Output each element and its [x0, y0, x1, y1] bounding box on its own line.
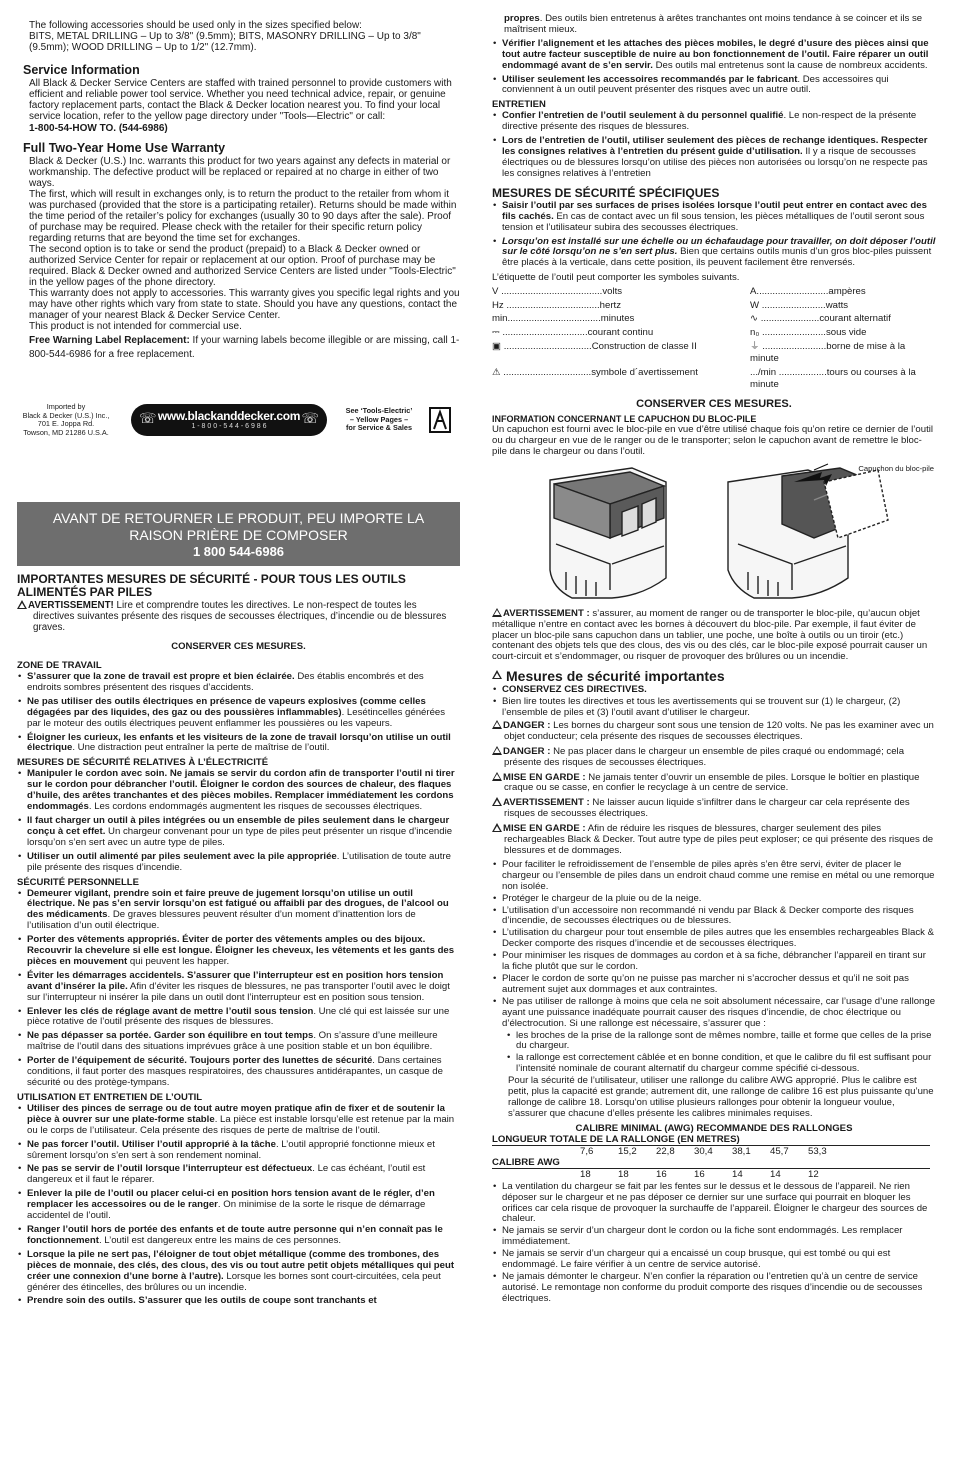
list-item: • Utiliser seulement les accessoires recommandés par le fabricant. Des accessoires qui conviennent à un outil peuvent présenter des risques avec un autre outil. — [492, 75, 936, 97]
symbol-earth: ⏚ ........................borne de mise à la minute — [750, 340, 906, 365]
book-icon — [429, 407, 451, 433]
right-column — [492, 0, 936, 1475]
warranty-p4: This warranty does not apply to accessories. This warranty gives you specific legal rights and you may have other rights which vary from state to state. Should you have any questions, contact the manager of your nearest Black & Decker Service Center. — [29, 288, 460, 321]
list-item: • CONSERVEZ CES DIRECTIVES. — [492, 685, 936, 696]
entretien-list — [492, 111, 936, 179]
table-cell: 12 — [808, 1168, 819, 1180]
label-replacement-text: If your warning labels become illegible or are missing, call 1-800-544-6986 for a free replacement. — [29, 335, 460, 360]
return-banner — [17, 502, 460, 566]
banner-line2: RAISON PRIÈRE DE COMPOSER — [129, 527, 348, 543]
list-item: • Ne pas dépasser sa portée. Garder son équilibre en tout temps. On s’assure d’une meilleure maîtrise de l’outil dans des situations imprévues grâce à une position stable et un bon équilibre. — [17, 1031, 460, 1053]
avertissement — [17, 600, 460, 633]
awg-title: CALIBRE MINIMAL (AWG) RECOMMANDE DES RALLONGES — [575, 1122, 853, 1134]
list-item: • Saisir l’outil par ses surfaces de prises isolées lorsque l’outil peut entrer en contact avec des fils cachés. En cas de contact avec un fil sous tension, les pièces métalliques de l’outil seront sous tension et l’utilisateur subira des secousses électriques. — [492, 201, 936, 234]
symbol-hertz: Hz ...................................hertz — [492, 299, 622, 311]
list-item: • Porter des vêtements appropriés. Éviter de porter des vêtements amples ou des bijoux. Recouvrir la chevelure si elle est longue. Éloigner les cheveux, les vêtements et les gants des pièces en mouvement qui peuvent les happer. — [17, 935, 460, 968]
logo-phone: 1 - 8 0 0 - 5 4 4 - 6 9 8 6 — [191, 422, 267, 430]
symbol-dc: ⎓ ................................courant continu — [492, 327, 654, 338]
table-cell: 7,6 — [580, 1145, 594, 1157]
entretien-title: ENTRETIEN — [492, 99, 546, 111]
list-item: • Éviter les démarrages accidentels. S’assurer que l’interrupteur est en position hors tension avant d’insérer la pile. Afin d’éviter les risques de blessures, ne pas transporter l’outil avec le doigt sur l’interrupteur ni insérer la pile dans un outil dont l’interrupteur est en position sous tension. — [17, 971, 460, 1004]
final-list — [492, 1182, 936, 1305]
table-cell: 16 — [694, 1168, 705, 1180]
banner-line1: AVANT DE RETOURNER LE PRODUIT, PEU IMPORTE LA — [52, 510, 425, 526]
mesures-title-text: Mesures de sécurité importantes — [506, 668, 725, 685]
warning-icon — [17, 600, 27, 609]
awg-calibre-label: CALIBRE AWG — [492, 1157, 930, 1169]
awg-paragraph: Pour la sécurité de l’utilisateur, utiliser une rallonge du calibre AWG approprié. Plus le calibre est petit, plus la capacité est grande; autrement dit, une rallonge de calibre 16 est plus puissante qu’une rallonge de calibre 18. Lorsqu’on utilise plusieurs rallonges pour obtenir la longueur voulue, s’assurer que chacune d’elles présente les calibres minimales requises. — [508, 1075, 934, 1119]
list-item: • Enlever les clés de réglage avant de mettre l’outil sous tension. Une clé qui est laissée sur une pièce rotative de l’outil présente des risques de blessures. — [17, 1007, 460, 1029]
continued-text: propres. Des outils bien entretenus à arêtes tranchantes ont moins tendance à se coincer et ils se maîtrisent mieux. — [504, 13, 923, 35]
perso-title: SÉCURITÉ PERSONNELLE — [17, 876, 139, 888]
util-list — [17, 1104, 460, 1307]
list-item: • S’assurer que la zone de travail est propre et bien éclairée. Des établis encombrés et des endroits sombres présentent des risques d’accidents. — [17, 672, 460, 694]
logo-url: www.blackanddecker.com — [157, 408, 301, 423]
avert-bold: AVERTISSEMENT! — [28, 600, 114, 611]
list-item: • Ne pas forcer l’outil. Utiliser l’outil approprié à la tâche. L’outil approprié fonctionne mieux et sûrement lorsqu’on s’en sert à son rendement nominal. — [17, 1140, 460, 1162]
table-cell: 15,2 — [618, 1145, 637, 1157]
left-column — [17, 0, 460, 1475]
table-cell: 14 — [732, 1168, 743, 1180]
top-list — [492, 39, 936, 97]
imported-by: Imported by Black & Decker (U.S.) Inc., 701 E. Joppa Rd. Towson, MD 21286 U.S.A. — [22, 402, 110, 437]
label-replacement — [29, 334, 460, 362]
warning-item: MISE EN GARDE : Ne jamais tenter d’ouvrir un ensemble de piles. Lorsque le boîtier en plastique craque ou se casse, en confier le recyclage à un centre de service. — [492, 772, 936, 795]
awg-values-row — [492, 1169, 936, 1180]
warning-icon — [492, 670, 505, 682]
symbols-intro: L’étiquette de l’outil peut comporter les symboles suivants. — [492, 272, 740, 284]
symbol-volts: V ......................................volts — [492, 286, 623, 298]
symbol-no-load: n₀ ........................sous vide — [750, 327, 867, 338]
avert-text: Lire et comprendre toutes les directives. Le non-respect de toutes les directives suivantes présente des risques de secousses électriques, d’incendie ou de blessures graves. — [33, 600, 447, 633]
warranty-p2: The first, which will result in exchanges only, is to return the product to the retailer from whom it was purchased (provided that the store is a participating retailer). Returns should be made within the time period of the retailer’s policy for exchanges (usually 30 to 90 days after the sale). Proof of purchase may be required. Please check with the retailer for their specific return policy regarding returns that are beyond the time set for exchanges. — [29, 189, 457, 244]
list-item: • Ne jamais démonter le chargeur. N’en confier la réparation ou l’entretien qu’à un centre de service autorisé. Le remontage non conforme du produit comporte des risques d’incendie ou de secousses électriques. — [492, 1272, 936, 1305]
warranty-p3: The second option is to take or send the product (prepaid) to a Black & Decker owned or authorized Service Center for repair or replacement at our option. Proof of purchase may be required. Black & Decker owned and authorized Service Centers are listed under "Tools-Electric" in the yellow pages of the phone directory. — [29, 244, 456, 288]
symbol-rpm: .../min ..................tours ou courses à la minute — [750, 366, 916, 391]
list-item: • Il faut charger un outil à piles intégrées ou un ensemble de piles seulement dans le chargeur conçu à cet effet. Un chargeur convenant pour un type de piles peut présenter un risque d’incendie lorsqu’on s’en sert avec un autre type de piles. — [17, 816, 460, 849]
list-item: • Utiliser un outil alimenté par piles seulement avec la pile appropriée. L’utilisation de toute autre pile présente des risques d’incendie. — [17, 852, 460, 874]
mesures-title — [492, 668, 936, 685]
table-cell: 45,7 — [770, 1145, 789, 1157]
symbols-table — [492, 286, 936, 392]
table-cell: 18 — [580, 1168, 591, 1180]
list-item: • Ranger l’outil hors de portée des enfants et de toute autre personne qui n’en connaît pas le fonctionnement. L’outil est dangereux entre les mains de ces personnes. — [17, 1225, 460, 1247]
symbol-minutes: min...................................minutes — [492, 313, 635, 325]
awg-lengths-row — [492, 1146, 936, 1157]
phone-icon: ☏ — [139, 410, 157, 426]
list-item: • Enlever la pile de l’outil ou placer celui-ci en position hors tension avant de le régler, d’en remplacer les accessoires ou de le ranger. On minimise de la sorte le risque de démarrage accidentel de l’outil. — [17, 1189, 460, 1222]
warranty-p5: This product is not intended for commercial use. — [29, 321, 242, 332]
warranty-p1: Black & Decker (U.S.) Inc. warrants this product for two years against any defects in material or workmanship. The defective product will be replaced or repaired at no charge in either of two ways. — [29, 156, 451, 189]
avertissement-2: AVERTISSEMENT : s’assurer, au moment de ranger ou de transporter le bloc-pile, qu’aucun objet métallique n’entre en contact avec les bornes à découvert du bloc-pile. Par exemple, il faut éviter de placer un bloc-pile sans capuchon dans un tablier, une poche, une boîte à outils ou un tiroir (etc.) contenant des objets tels que des clous, des vis ou des clés, car le bloc-pile exposé pourrait causer un court-circuit et s’endommager, ou risquer de provoquer des brûlures ou un incendie. — [492, 607, 928, 663]
warning-icon — [492, 608, 502, 617]
extension-sublist — [506, 1031, 936, 1076]
table-cell: 14 — [770, 1168, 781, 1180]
symbol-ac: ∿ ......................courant alternatif — [750, 313, 891, 325]
list-item: • Ne pas se servir de l’outil lorsque l’interrupteur est défectueux. Le cas échéant, l’outil est dangereux et il faut le réparer. — [17, 1164, 460, 1186]
list-item: • Demeurer vigilant, prendre soin et faire preuve de jugement lorsqu’on utilise un outil électrique. Ne pas s’en servir lorsqu’on est fatigué ou affaibli par des drogues, de l’alcool ou des médicaments. De graves blessures peuvent résulter d’un moment d’inattention lors de l’utilisation d’un outil électrique. — [17, 889, 460, 933]
awg-table — [492, 1123, 936, 1180]
service-phone: 1-800-54-HOW TO. (544-6986) — [29, 123, 168, 134]
battery-illustration — [492, 460, 936, 606]
symbol-amperes: A...........................ampères — [750, 286, 866, 298]
accessories-intro: The following accessories should be used only in the sizes specified below: BITS, METAL DRILLING – Up to 3/8" (9.5mm); BITS, MASONRY DRILLING – Up to 3/8" (9.5mm); WOOD DRILLING – Up to 1/2" (12.7mm). — [29, 20, 421, 53]
table-cell: 22,8 — [656, 1145, 675, 1157]
warning-item: DANGER : Les bornes du chargeur sont sous une tension de 120 volts. Ne pas les examiner avec un objet conducteur; cela présente des risques de secousses électriques. — [492, 720, 936, 743]
important-safety-title: IMPORTANTES MESURES DE SÉCURITÉ - POUR TOUS LES OUTILS ALIMENTÉS PAR PILES — [17, 572, 406, 599]
symbol-class2: ▣ .................................Construction de classe II — [492, 340, 697, 352]
mesures-list — [492, 685, 936, 719]
service-title: Service Information — [23, 63, 140, 77]
list-item: • la rallonge est correctement câblée et en bonne condition, et que le calibre du fil est suffisant pour l’intensité nominale de courant alternatif du chargeur comme spécifié ci-dessous. — [506, 1053, 936, 1075]
list-item: • Utiliser des pinces de serrage ou de tout autre moyen pratique afin de fixer et de soutenir la pièce à ouvrer sur une plate-forme stable. La pièce est instable lorsqu’elle est retenue par la main ou le corps de l’utilisateur. Cela présente des risques de perte de maîtrise de l’outil. — [17, 1104, 460, 1137]
capuchon-text: Un capuchon est fourni avec le bloc-pile en vue d’être utilisé chaque fois qu’on retire ce dernier de l’outil ou du chargeur en vue de le ranger ou de le transporter; selon le capuchon avant de remettre le bloc-pile dans le chargeur ou dans l’outil. — [492, 423, 934, 457]
list-item: • Pour minimiser les risques de dommages au cordon et à sa fiche, débrancher l’appareil en tirant sur la fiche plutôt que sur le cordon. — [492, 951, 936, 973]
list-item: • Protéger le chargeur de la pluie ou de la neige. — [492, 894, 936, 905]
banner-phone: 1 800 544-6986 — [192, 544, 285, 559]
capuchon-label: Capuchon du bloc-pile — [858, 463, 934, 473]
list-item: • La ventilation du chargeur se fait par les fentes sur le dessus et le dessous de l’appareil. Ne rien déposer sur le chargeur et ne pas déposer ce dernier sur une surface qui pourrait en bloquer les orifices car cela risque de provoquer la surchauffe de l’appareil. Éloigner le chargeur des sources de chaleur. — [492, 1182, 936, 1226]
spec-list — [492, 201, 936, 269]
capuchon-title: INFORMATION CONCERNANT LE CAPUCHON DU BLOC-PILE — [492, 413, 757, 424]
list-item: • Manipuler le cordon avec soin. Ne jamais se servir du cordon afin de transporter l’outil ni tirer sur le cordon pour débrancher l’outil. Éloigner le cordon des sources de chaleur, des flaques d’huile, des arêtes tranchantes et des pièces mobiles. Remplacer immédiatement les cordons endommagés. Les cordons endommagés augmentent les risques de secousses électriques. — [17, 769, 460, 813]
list-item: • Ne jamais se servir d’un chargeur qui a encaissé un coup brusque, qui est tombé ou qui est endommagé. Le faire vérifier à un centre de service autorisé. — [492, 1249, 936, 1271]
warning-item: DANGER : Ne pas placer dans le chargeur un ensemble de piles craqué ou endommagé; cela présente des risques de secousses électriques. — [492, 746, 936, 769]
warranty-title: Full Two-Year Home Use Warranty — [23, 141, 226, 155]
list-item: • Ne jamais se servir d’un chargeur dont le cordon ou la fiche sont endommagés. Les remplacer immédiatement. — [492, 1226, 936, 1248]
phone-icon-right: ☏ — [301, 410, 319, 426]
zone-list — [17, 672, 460, 754]
charger-list — [492, 860, 936, 1030]
list-item: • Vérifier l’alignement et les attaches des pièces mobiles, le degré d’usure des pièces ainsi que tout autre facteur susceptible de nuire au bon fonctionnement de l’outil. Faire réparer un outil endommagé avant de s’en servir. Des outils mal entretenus sont la cause de nombreux accidents. — [492, 39, 936, 72]
list-item: • L’utilisation d’un accessoire non recommandé ni vendu par Black & Decker comporte des risques d’incendie, de secousses électriques ou de blessures. — [492, 906, 936, 928]
list-item: • Ne pas utiliser de rallonge à moins que cela ne soit absolument nécessaire, car l’usage d’une rallonge ayant une puissance inadéquate pourrait causer des risques d’incendie, de choc électrique ou d’électrocution. Si une rallonge est nécessaire, s’assurer que : — [492, 997, 936, 1030]
label-replacement-bold: Free Warning Label Replacement: — [29, 335, 190, 346]
warnings-list — [492, 720, 936, 857]
table-cell: 18 — [618, 1168, 629, 1180]
table-cell: 16 — [656, 1168, 667, 1180]
service-text: All Black & Decker Service Centers are staffed with trained personnel to provide customers with efficient and reliable power tool service. Whether you need technical advice, repair, or genuine factory replacement parts, contact the Black & Decker location nearest you. To find your local service location, refer to the yellow page directory under "Tools—Electric" or call: — [29, 78, 452, 122]
table-cell: 30,4 — [694, 1145, 713, 1157]
spec-title: MESURES DE SÉCURITÉ SPÉCIFIQUES — [492, 185, 720, 200]
list-item: • Lors de l’entretien de l’outil, utiliser seulement des pièces de rechange identiques. Respecter les consignes relatives à l’entretien du présent guide d’utilisation. Il y a risque de secousses électriques ou de blessures lorsqu’on utilise des pièces non autorisées ou lorsqu’on ne respecte pas les consignes relatives à l’entretien — [492, 136, 936, 180]
symbol-warning: ⚠ .................................symbole d´avertissement — [492, 366, 698, 378]
list-item: • Placer le cordon de sorte qu’on ne puisse pas marcher ni s’accrocher dessus et qu’il ne soit pas autrement sujet aux dommages et aux contraintes. — [492, 974, 936, 996]
util-title: UTILISATION ET ENTRETIEN DE L’OUTIL — [17, 1091, 203, 1103]
conserver-right: CONSERVER CES MESURES. — [636, 397, 792, 410]
zone-title: ZONE DE TRAVAIL — [17, 660, 102, 671]
awg-length-label: LONGUEUR TOTALE DE LA RALLONGE (EN METRES) — [492, 1134, 930, 1146]
list-item: • Lorsque la pile ne sert pas, l’éloigner de tout objet métallique (comme des trombones, des pièces de monnaie, des clés, des clous, des vis ou tout autre petit objets métalliques qui peut créer une connexion d’une borne à l’autre). Lorsque les bornes sont court-circuitées, cela peut générer des étincelles, des brûlures ou un incendie. — [17, 1250, 460, 1294]
battery-pack-image — [492, 460, 936, 606]
table-cell: 38,1 — [732, 1145, 751, 1157]
list-item: • L’utilisation du chargeur pour tout ensemble de piles autres que les ensembles rechargeables Black & Decker comporte des risques d’incendie et de secousses électriques. — [492, 928, 936, 950]
list-item: • Bien lire toutes les directives et tous les avertissements qui se trouvent sur (1) le chargeur, (2) l’ensemble de piles et (3) l’outil avant d’utiliser le chargeur. — [492, 697, 936, 719]
warning-item: AVERTISSEMENT : Ne laisser aucun liquide s’infiltrer dans le chargeur car cela représente des risques de secousses électriques. — [492, 797, 936, 820]
list-item: • Ne pas utiliser des outils électriques en présence de vapeurs explosives (comme celles dégagées par des liquides, des gaz ou des poussières inflammables). Lesétincelles générées par le moteur des outils électriques peuvent enflammer les poussières ou les vapeurs. — [17, 697, 460, 730]
footer-logos — [17, 400, 460, 440]
warning-item: MISE EN GARDE : Afin de réduire les risques de blessures, charger seulement des piles rechargeables Black & Decker. Tout autre type de piles peut exploser; ce qui présente des risques de blessures et de dommages. — [492, 823, 936, 857]
list-item: • Pour faciliter le refroidissement de l’ensemble de piles après s’en être servi, éviter de placer le chargeur ou l’ensemble de piles dans un endroit chaud comme une remise en métal ou une remorque non isolée. — [492, 860, 936, 893]
perso-list — [17, 889, 460, 1089]
elec-list — [17, 769, 460, 873]
list-item: • Confier l’entretien de l’outil seulement à du personnel qualifié. Le non-respect de la présente directive présente des risques de blessures. — [492, 111, 936, 133]
list-item: • Prendre soin des outils. S’assurer que les outils de coupe sont tranchants et — [17, 1296, 460, 1307]
list-item: • Lorsqu’on est installé sur une échelle ou un échafaudage pour travailler, on doit déposer l’outil sur le côté lorsqu’on ne s’en sert plus. Bien que certains outils munis d’un gros bloc-piles puissent être placés à la verticale, dans cette position, ils peuvent facilement être renversés. — [492, 237, 936, 270]
website-logo[interactable] — [131, 404, 327, 436]
conserver-left: CONSERVER CES MESURES. — [171, 641, 306, 652]
table-cell: 53,3 — [808, 1145, 827, 1157]
elec-title: MESURES DE SÉCURITÉ RELATIVES À L’ÉLECTRICITÉ — [17, 757, 269, 769]
symbol-watts: W ........................watts — [750, 299, 849, 311]
see-tools-electric: See ‘Tools-Electric’ – Yellow Pages – for Service & Sales — [345, 406, 413, 433]
list-item: • Éloigner les curieux, les enfants et les visiteurs de la zone de travail lorsqu’on utilise un outil électrique. Une distraction peut entraîner la perte de maîtrise de l’outil. — [17, 733, 460, 755]
list-item: • Porter de l’équipement de sécurité. Toujours porter des lunettes de sécurité. Dans certaines conditions, il faut porter des masques respiratoires, des chaussures antidérapantes, un casque de sécurité ou des protège-tympans. — [17, 1056, 460, 1089]
list-item: • les broches de la prise de la rallonge sont de mêmes nombre, taille et forme que celles de la prise du chargeur. — [506, 1031, 936, 1053]
